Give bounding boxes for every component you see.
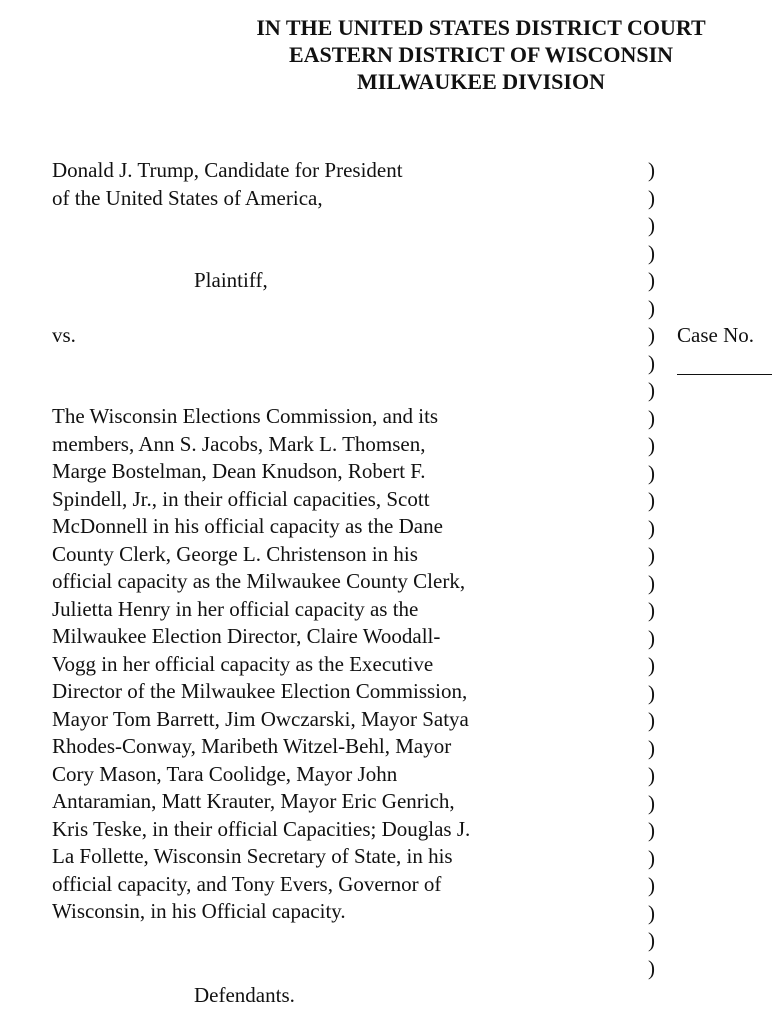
caption-paren: ) [648,268,655,292]
case-number-blank [677,374,772,375]
caption-paren: ) [648,158,655,182]
defendant-line: McDonnell in his official capacity as the Dane [52,514,443,538]
defendant-line: Vogg in her official capacity as the Executive [52,651,434,676]
defendant-line: Julietta Henry in her official capacity as the [52,596,419,621]
caption-paren: ) [648,515,655,540]
caption-paren: ) [648,790,655,815]
plaintiff-name-block [52,157,632,212]
caption-paren: ) [648,460,655,485]
caption-paren: ) [648,598,655,622]
defendant-line: members, Ann S. Jacobs, Mark L. Thomsen, [52,431,426,456]
defendant-line: official capacity, and Tony Evers, Governor of [52,871,442,896]
caption-paren: ) [648,928,655,952]
case-number-label: Case No. [677,323,754,347]
caption-paren: ) [648,433,655,457]
caption-paren-column [648,157,664,982]
plaintiff-role-label: Plaintiff, [194,268,268,292]
district-line: EASTERN DISTRICT OF WISCONSIN [288,42,674,67]
caption-paren: ) [648,680,655,705]
caption-paren: ) [648,543,655,567]
defendant-line: Cory Mason, Tara Coolidge, Mayor John [52,761,398,786]
defendant-line: La Follette, Wisconsin Secretary of State, in his [52,844,453,868]
caption-paren: ) [648,213,655,237]
plaintiff-name-line: Donald J. Trump, Candidate for President [52,158,403,182]
caption-paren: ) [648,900,655,925]
caption-paren: ) [648,488,655,512]
caption-paren: ) [648,405,655,430]
caption-paren: ) [648,625,655,650]
defendants-name-block [52,403,632,926]
caption-paren: ) [648,653,655,677]
caption-paren: ) [648,295,655,320]
caption-paren: ) [648,378,655,402]
defendants-role-label: Defendants. [194,983,295,1007]
defendant-line: County Clerk, George L. Christenson in his [52,541,418,566]
defendant-line: Mayor Tom Barrett, Jim Owczarski, Mayor Satya [52,706,469,731]
caption-paren: ) [648,240,655,265]
caption-paren: ) [648,845,655,870]
defendant-line: The Wisconsin Elections Commission, and its [52,404,439,428]
defendant-line: Marge Bostelman, Dean Knudson, Robert F. [52,459,426,483]
defendant-line: official capacity as the Milwaukee County Clerk, [52,569,466,593]
plaintiff-name-line: of the United States of America, [52,185,323,210]
versus-label: vs. [52,323,76,347]
defendant-line: Director of the Milwaukee Election Commission, [52,679,468,703]
caption-paren: ) [648,763,655,787]
defendant-line: Milwaukee Election Director, Claire Woodall- [52,624,441,648]
caption-paren: ) [648,570,655,595]
defendant-line: Wisconsin, in his Official capacity. [52,899,346,923]
defendant-line: Rhodes-Conway, Maribeth Witzel-Behl, Mayor [52,734,452,758]
caption-paren: ) [648,955,655,980]
caption-paren: ) [648,350,655,375]
caption-paren: ) [648,818,655,842]
defendant-line: Kris Teske, in their official Capacities; Douglas J. [52,816,471,841]
caption-paren: ) [648,323,655,347]
division-line: MILWAUKEE DIVISION [357,69,605,94]
caption-paren: ) [648,708,655,732]
defendant-line: Antaramian, Matt Krauter, Mayor Eric Genrich, [52,789,455,813]
caption-paren: ) [648,185,655,210]
caption-paren: ) [648,873,655,897]
defendant-line: Spindell, Jr., in their official capacities, Scott [52,486,430,511]
court-name-line: IN THE UNITED STATES DISTRICT COURT [256,15,706,40]
caption-paren: ) [648,735,655,760]
